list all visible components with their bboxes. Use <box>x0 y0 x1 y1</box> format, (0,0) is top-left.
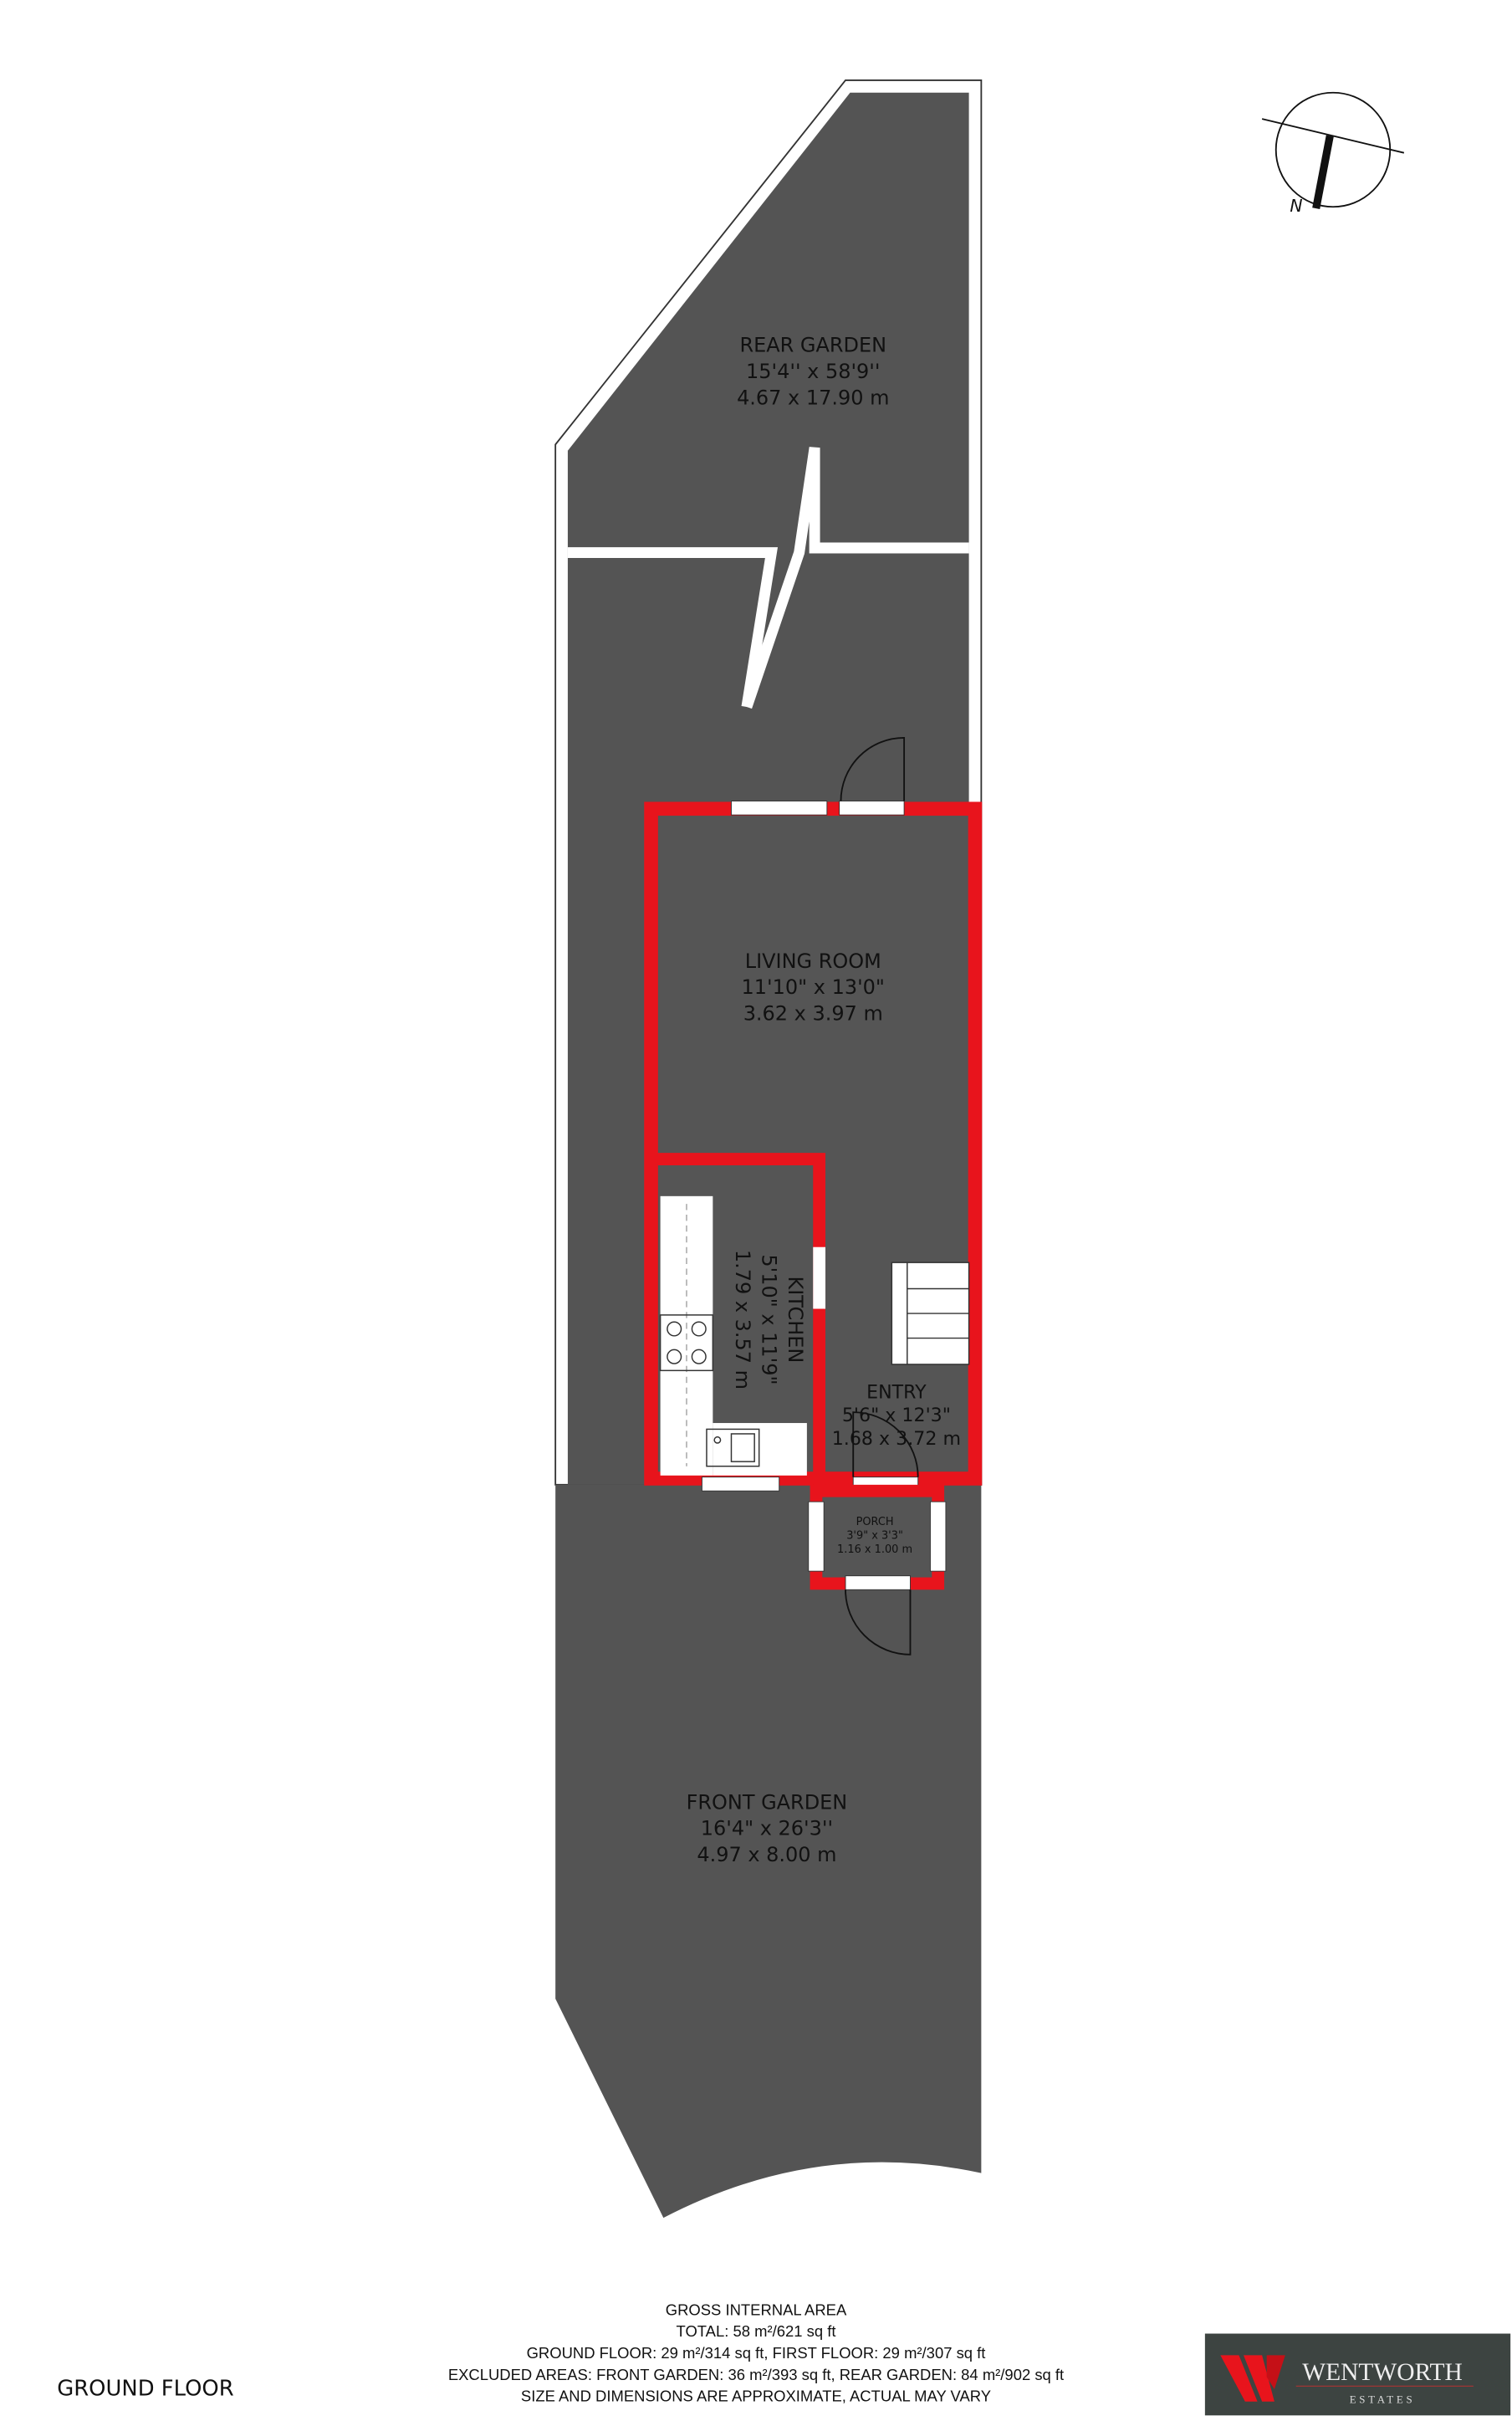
svg-text:REAR GARDEN: REAR GARDEN <box>739 333 887 357</box>
compass-icon <box>1262 93 1404 216</box>
svg-text:15'4'' x 58'9'': 15'4'' x 58'9'' <box>746 360 881 384</box>
kitchen-window <box>702 1477 779 1492</box>
svg-text:5'10" x 11'9": 5'10" x 11'9" <box>757 1254 781 1385</box>
svg-text:N: N <box>1290 195 1303 216</box>
svg-text:WENTWORTH: WENTWORTH <box>1302 2358 1463 2386</box>
svg-text:5'6" x 12'3": 5'6" x 12'3" <box>841 1405 951 1427</box>
svg-text:1.68 x 3.72 m: 1.68 x 3.72 m <box>831 1427 962 1450</box>
svg-text:KITCHEN: KITCHEN <box>783 1276 807 1364</box>
svg-text:EXCLUDED AREAS: FRONT GARDEN:: EXCLUDED AREAS: FRONT GARDEN: 36 m²/393 sq ft, REAR GARDEN: 84 m²/902 sq ft <box>447 2365 1065 2383</box>
floor-label: GROUND FLOOR <box>57 2376 234 2402</box>
living-window <box>731 801 826 816</box>
front-door[interactable] <box>845 1576 910 1590</box>
svg-text:3.62 x 3.97 m: 3.62 x 3.97 m <box>743 1001 883 1026</box>
front-garden-label <box>687 1790 848 1866</box>
svg-text:4.97 x 8.00 m: 4.97 x 8.00 m <box>697 1842 837 1866</box>
svg-text:PORCH: PORCH <box>856 1515 894 1528</box>
svg-text:SIZE AND DIMENSIONS ARE APPROX: SIZE AND DIMENSIONS ARE APPROXIMATE, ACTUAL MAY VARY <box>520 2387 992 2405</box>
svg-text:FRONT GARDEN: FRONT GARDEN <box>686 1790 848 1814</box>
svg-text:TOTAL: 58 m²/621 sq ft: TOTAL: 58 m²/621 sq ft <box>676 2322 836 2341</box>
svg-text:GROSS INTERNAL AREA: GROSS INTERNAL AREA <box>665 2301 847 2319</box>
living-room-label <box>742 949 885 1026</box>
rear-garden-label <box>737 334 889 410</box>
svg-text:ENTRY: ENTRY <box>866 1381 927 1404</box>
svg-text:16'4" x 26'3'': 16'4" x 26'3'' <box>700 1816 834 1840</box>
svg-text:GROUND FLOOR: 29 m²/314 sq ft,: GROUND FLOOR: 29 m²/314 sq ft, FIRST FLOOR: 29 m²/307 sq ft <box>526 2344 986 2362</box>
svg-text:11'10" x 13'0": 11'10" x 13'0" <box>741 975 885 1000</box>
svg-text:4.67 x 17.90 m: 4.67 x 17.90 m <box>737 386 890 410</box>
wentworth-logo <box>1205 2334 1510 2416</box>
svg-text:1.79 x 3.57 m: 1.79 x 3.57 m <box>731 1249 755 1390</box>
area-summary <box>448 2301 1064 2404</box>
stairs-icon <box>891 1262 968 1364</box>
svg-text:1.16 x 1.00 m: 1.16 x 1.00 m <box>837 1543 913 1557</box>
svg-text:ESTATES: ESTATES <box>1349 2393 1416 2406</box>
svg-text:LIVING ROOM: LIVING ROOM <box>744 949 881 973</box>
svg-text:3'9" x 3'3": 3'9" x 3'3" <box>846 1529 903 1543</box>
back-door[interactable] <box>840 801 904 816</box>
